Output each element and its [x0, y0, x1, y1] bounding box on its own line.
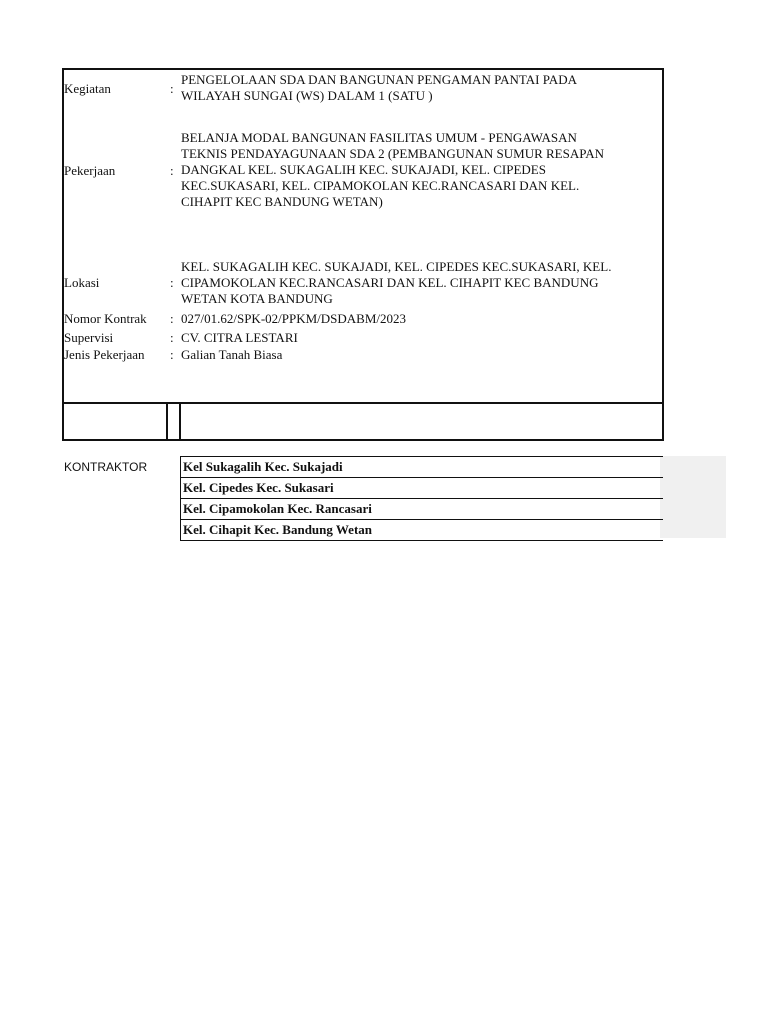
kegiatan-colon: :: [170, 81, 174, 96]
kontraktor-row: Kel. Cihapit Kec. Bandung Wetan: [181, 520, 663, 541]
lokasi-line: KEL. SUKAGALIH KEC. SUKAJADI, KEL. CIPEDES KEC.SUKASARI, KEL.: [181, 259, 612, 274]
pekerjaan-value: [181, 130, 651, 210]
supervisi-colon: :: [170, 330, 174, 345]
nomor-kontrak-label: Nomor Kontrak: [64, 311, 147, 326]
frame-vline-left: [166, 402, 168, 439]
kontraktor-row: Kel. Cipamokolan Kec. Rancasari: [181, 499, 663, 520]
pekerjaan-line: CIHAPIT KEC BANDUNG WETAN): [181, 194, 383, 209]
kontraktor-label: KONTRAKTOR: [64, 460, 148, 474]
gray-cell-area: [660, 456, 726, 538]
jenis-pekerjaan-colon: :: [170, 347, 174, 362]
kegiatan-line: PENGELOLAAN SDA DAN BANGUNAN PENGAMAN PANTAI PADA: [181, 72, 577, 87]
frame-divider: [64, 402, 662, 404]
project-info-frame: [62, 68, 664, 441]
pekerjaan-label: Pekerjaan: [64, 163, 116, 178]
lokasi-line: CIPAMOKOLAN KEC.RANCASARI DAN KEL. CIHAPIT KEC BANDUNG: [181, 275, 599, 290]
lokasi-label: Lokasi: [64, 275, 100, 290]
pekerjaan-line: KEC.SUKASARI, KEL. CIPAMOKOLAN KEC.RANCASARI DAN KEL.: [181, 178, 580, 193]
nomor-kontrak-value: 027/01.62/SPK-02/PPKM/DSDABM/2023: [181, 311, 407, 326]
pekerjaan-colon: :: [170, 163, 174, 178]
kontraktor-table: [180, 456, 663, 541]
supervisi-label: Supervisi: [64, 330, 114, 345]
pekerjaan-line: TEKNIS PENDAYAGUNAAN SDA 2 (PEMBANGUNAN SUMUR RESAPAN: [181, 146, 605, 161]
jenis-pekerjaan-label: Jenis Pekerjaan: [64, 347, 145, 362]
nomor-kontrak-colon: :: [170, 311, 174, 326]
lokasi-colon: :: [170, 275, 174, 290]
pekerjaan-line: DANGKAL KEL. SUKAGALIH KEC. SUKAJADI, KEL. CIPEDES: [181, 162, 546, 177]
jenis-pekerjaan-value: Galian Tanah Biasa: [181, 347, 283, 362]
kegiatan-value: [181, 72, 651, 104]
kontraktor-row: Kel Sukagalih Kec. Sukajadi: [181, 456, 663, 478]
lokasi-value: [181, 259, 651, 307]
supervisi-value: CV. CITRA LESTARI: [181, 330, 298, 345]
frame-vline-right: [179, 402, 181, 439]
lokasi-line: WETAN KOTA BANDUNG: [181, 291, 333, 306]
kontraktor-row: Kel. Cipedes Kec. Sukasari: [181, 478, 663, 499]
pekerjaan-line: BELANJA MODAL BANGUNAN FASILITAS UMUM - PENGAWASAN: [181, 130, 577, 145]
kegiatan-line: WILAYAH SUNGAI (WS) DALAM 1 (SATU ): [181, 88, 433, 103]
kegiatan-label: Kegiatan: [64, 81, 111, 96]
